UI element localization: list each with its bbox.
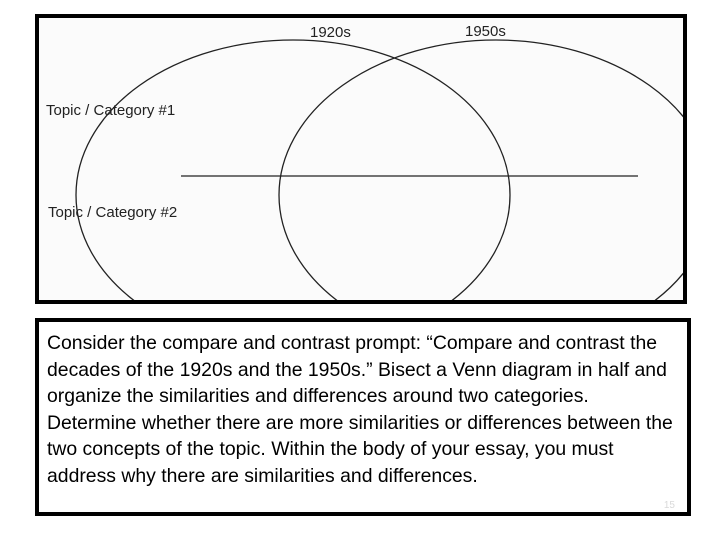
circle-right-label: 1950s [465,23,506,40]
category-1-label: Topic / Category #1 [46,102,176,119]
venn-diagram-frame [35,14,687,304]
venn-circle-right [279,40,683,300]
venn-diagram [39,18,683,300]
category-2-label: Topic / Category #2 [48,204,178,221]
venn-circle-left [76,40,510,300]
slide-number: 15 [663,500,675,511]
prompt-box [35,318,691,516]
circle-left-label: 1920s [310,24,351,41]
prompt-text: Consider the compare and contrast prompt: “Compare and contrast the decades of the 1920s and the 1950s.” Bisect a Venn diagram in half and organize the similarities and differences around two categories. Determine whether there are more similarities or differences between the two concepts of the topic. Within the body of your essay, you must address why there are similarities and differences. [47,332,673,487]
